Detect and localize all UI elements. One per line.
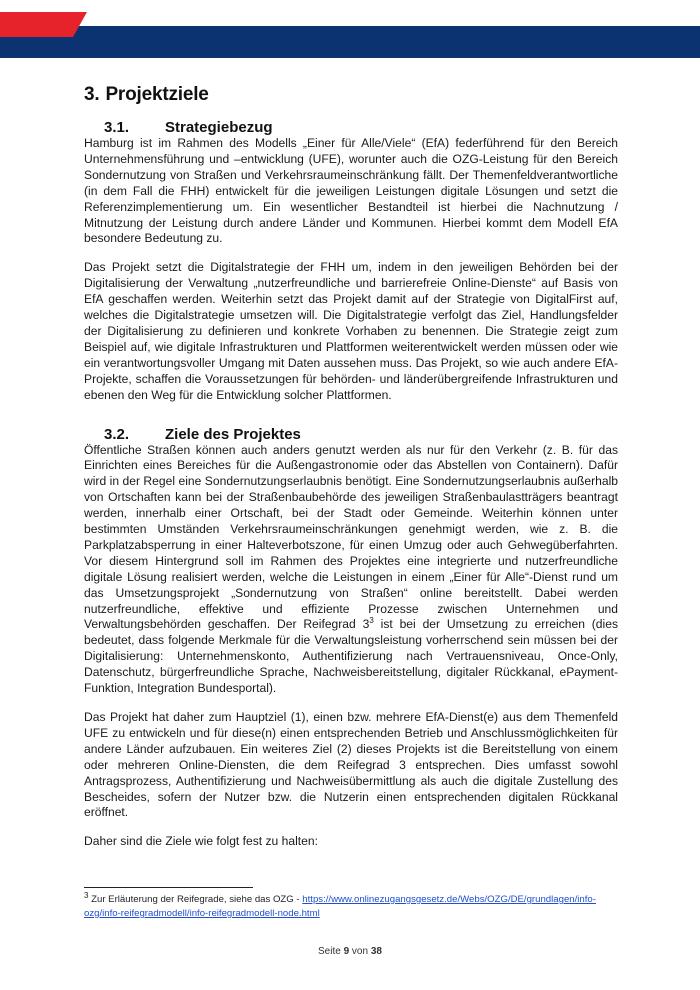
footnote-separator — [84, 887, 253, 888]
footnote — [84, 890, 624, 921]
chapter-title: Projektziele — [105, 84, 209, 105]
footnote-text: Zur Erläuterung der Reifegrade, siehe das OZG - — [88, 894, 303, 905]
header-band-red-accent — [0, 12, 87, 37]
footnote-reference[interactable]: 3 — [369, 616, 374, 626]
footnote-link[interactable]: https://www.onlinezugangsgesetz.de/Webs/OZG/DE/grundlagen/info-ozg/info-reifegradmodell/info-reifegradmodell-node.html — [84, 894, 596, 919]
section-heading-ziele — [84, 426, 618, 443]
chapter-heading — [84, 84, 618, 106]
paragraph: Daher sind die Ziele wie folgt fest zu halten: — [84, 834, 318, 849]
page-middle: von — [349, 946, 371, 957]
paragraph — [84, 443, 618, 698]
current-page: 9 — [343, 946, 350, 957]
header-band — [0, 0, 700, 58]
page-number — [0, 946, 700, 957]
page-prefix: Seite — [318, 946, 344, 957]
header-band-navy — [0, 26, 700, 58]
section-title: Strategiebezug — [165, 119, 273, 136]
section-heading-strategiebezug — [84, 119, 618, 136]
paragraph-text: Öffentliche Straßen können auch anders genutzt werden als nur für den Verkehr (z. B. für das Einrichten eines Bereiches für die Außengastronomie oder das Abstellen von Containern). Dafür wird in der Regel eine Sondernutzungserlaubnis benötigt. Eine Sondernutzungserlaubnis außerhalb von Ortschaften kann bei der Straßenbaubehörde des jeweiligen Straßenbaulastträgers beantragt werden, innerhalb einer Ortschaft, bei der Stadt oder Gemeinde. Weiterhin können unter bestimmten Umständen Verkehrsraumeinschränkungen genehmigt werden, wie z. B. die Parkplatzabsperrung in einer Halteverbotszone, für einen Umzug oder auch Gehwegüberfahrten. Vor diesem Hintergrund soll im Rahmen des Projektes eine integrierte und nutzerfreundliche digitale Lösung realisiert werden, welche die Leistungen in einem „Einer für Alle“-Dienst rund um das Umsetzungsprojekt „Sondernutzung von Straßen“ online bereitstellt. Dabei werden nutzerfreundliche, effektive und effiziente Prozesse zwischen Unternehmen und Verwaltungsbehörden geschaffen. Der Reifegrad 3 — [84, 442, 618, 632]
footnote-number: 3 — [84, 890, 89, 900]
paragraph: Das Projekt setzt die Digitalstrategie der FHH um, indem in den jeweiligen Behörden bei der Digitalisierung der Verwaltung „nutzerfreundliche und barrierefreie Online-Dienste“ auf Basis von EfA geschaffen werden. Weiterhin setzt das Projekt damit auf der Strategie von DigitalFirst auf, welches die Digitalstrategie umsetzen will. Die Digitalstrategie verfolgt das Ziel, Handlungsfelder der Digitalisierung zu definieren und konkrete Vorhaben zu benennen. Die Strategie zeigt zum Beispiel auf, wie digitale Infrastrukturen und Plattformen weiterentwickelt werden müssen oder wie ein verantwortungsvoller Umgang mit Daten aussehen muss. Das Projekt, so wie auch andere EfA-Projekte, schaffen die Voraussetzungen für behörden- und länderübergreifende Infrastrukturen und ebenen den Weg für die Entwicklung solcher Plattformen. — [84, 260, 618, 402]
section-number: 3.1. — [104, 119, 130, 136]
chapter-number: 3. — [84, 84, 100, 105]
paragraph-text: ist bei der Umsetzung zu erreichen (dies bedeutet, dass folgende Merkmale für die Verwaltungsleistung vorherrschend sein müssen bei der Digitalisierung: Unternehmenskonto, Authentifizierung nach Vertrauensniveau, Once-Only, Datenschutz, bürgerfreundliche Sprache, Nachweisbereitstellung, digitaler Rückkanal, ePayment-Funktion, Integration Bundesportal). — [84, 617, 618, 696]
paragraph: Hamburg ist im Rahmen des Modells „Einer für Alle/Viele“ (EfA) federführend für den Bereich Unternehmensführung und –entwicklung (UFE), worunter auch die OZG-Leistung für den Bereich Sondernutzung von Straßen und Verkehrsraumeinschränkung fällt. Der Themenfeldverantwortliche (in dem Fall die FHH) entwickelt für die jeweiligen Leistungen digitale Lösungen und setzt die Referenzimplementierung um. Ein wesentlicher Bestandteil ist hierbei die Nachnutzung / Mitnutzung der Leistung durch andere Länder und Kommunen. Hierbei kommt dem Modell EfA besondere Bedeutung zu. — [84, 136, 618, 246]
section-number: 3.2. — [104, 425, 130, 443]
page-content — [84, 84, 618, 850]
section-title: Ziele des Projektes — [165, 425, 301, 443]
total-pages: 38 — [370, 946, 382, 957]
paragraph: Das Projekt hat daher zum Hauptziel (1), einen bzw. mehrere EfA-Dienst(e) aus dem Themenfeld UFE zu entwickeln und für diese(n) einen entsprechenden Betrieb und Anschlussmöglichkeiten für andere Länder aufzubauen. Ein weiteres Ziel (2) dieses Projekts ist die Bereitstellung von einem oder mehreren Online-Diensten, die dem Reifegrad 3 entsprechen. Dies umfasst sowohl Antragsprozess, Authentifizierung und Nachweisübermittlung als auch die digitale Zustellung des Bescheides, sofern der Nutzer bzw. die Nutzerin einen entsprechenden digitalen Rückkanal eröffnet. — [84, 710, 618, 820]
